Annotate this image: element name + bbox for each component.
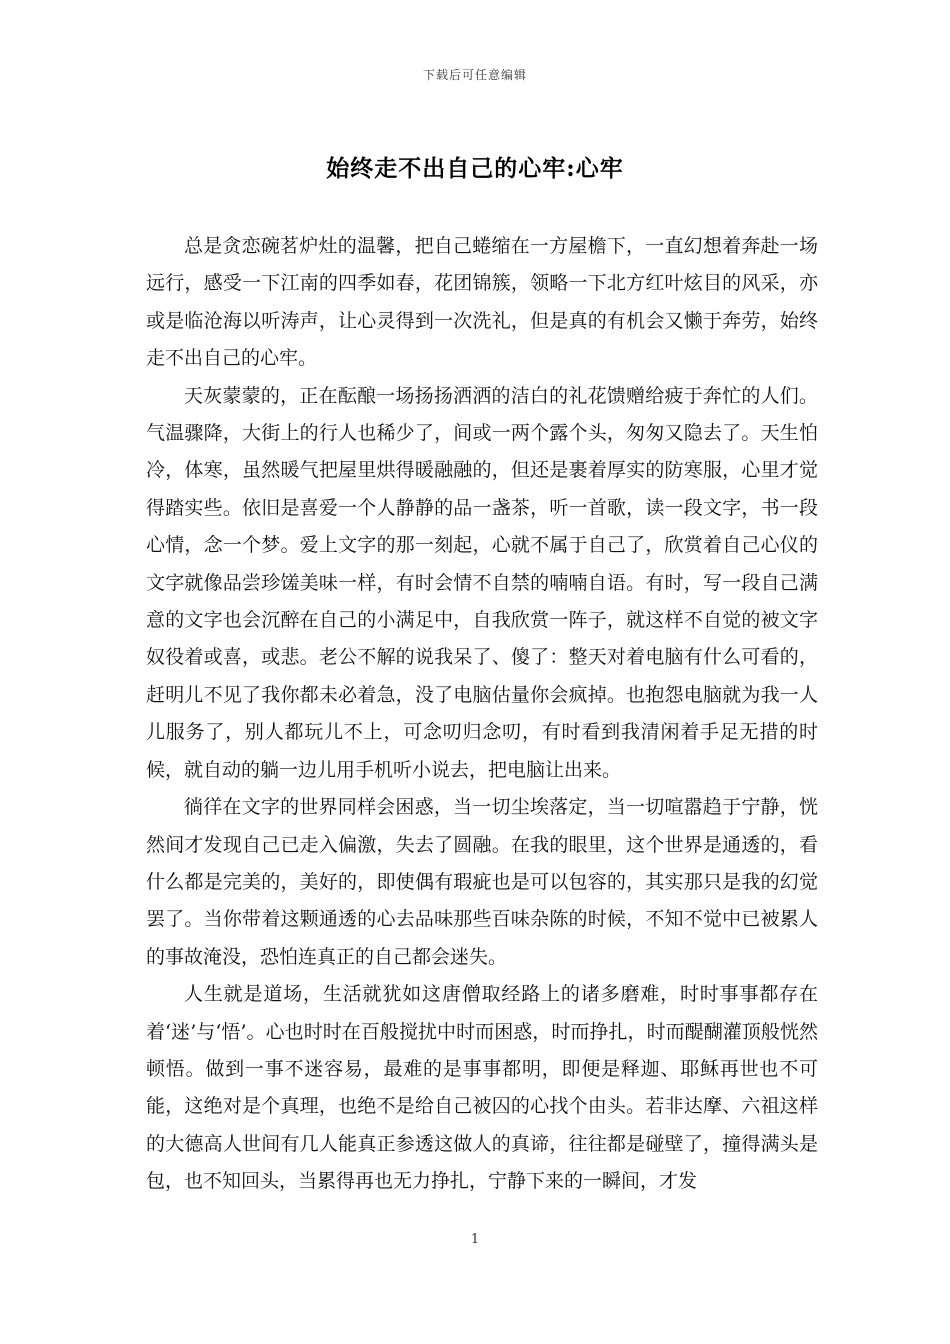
page-number: 1 xyxy=(470,1232,480,1247)
paragraph: 人生就是道场，生活就犹如这唐僧取经路上的诸多磨难，时时事事都存在着‘迷’与‘悟’。心也时时在百般搅扰中时而困惑，时而挣扎，时而醍醐灌顶般恍然顿悟。做到一事不迷容易，最难的是事事都明，即便是释迦、耶稣再世也不可能，这绝对是个真理，也绝不是给自己被囚的心找个由头。若非达摩、六祖这样的大德高人世间有几人能真正参透这做人的真谛，往往都是碰壁了，撞得满头是包，也不知回头，当累得再也无力挣扎，宁静下来的一瞬间，才发 xyxy=(146,983,818,1193)
document-body xyxy=(146,228,818,1201)
paragraph: 总是贪恋碗茗炉灶的温馨，把自己蜷缩在一方屋檐下，一直幻想着奔赴一场远行，感受一下江南的四季如春，花团锦簇，领略一下北方红叶炫目的风采，亦或是临沧海以听涛声，让心灵得到一次洗礼，但是真的有机会又懒于奔劳，始终走不出自己的心牢。 xyxy=(146,235,818,370)
page-header-note: 下载后可任意编辑 xyxy=(422,68,527,82)
paragraph: 天灰蒙蒙的，正在酝酿一场扬扬洒洒的洁白的礼花馈赠给疲于奔忙的人们。气温骤降，大街上的行人也稀少了，间或一两个露个头，匆匆又隐去了。天生怕冷，体寒，虽然暖气把屋里烘得暖融融的，但还是裹着厚实的防寒服，心里才觉得踏实些。依旧是喜爱一个人静静的品一盏茶，听一首歌，读一段文字，书一段心情，念一个梦。爱上文字的那一刻起，心就不属于自己了，欣赏着自己心仪的文字就像品尝珍馐美味一样，有时会情不自禁的喃喃自语。有时，写一段自己满意的文字也会沉醉在自己的小满足中，自我欣赏一阵子，就这样不自觉的被文字奴役着或喜，或悲。老公不解的说我呆了、傻了：整天对着电脑有什么可看的，赶明儿不见了我你都未必着急，没了电脑估量你会疯掉。也抱怨电脑就为我一人儿服务了，别人都玩儿不上，可念叨归念叨，有时看到我清闲着手足无措的时候，就自动的躺一边儿用手机听小说去，把电脑让出来。 xyxy=(146,384,818,781)
document-title: 始终走不出自己的心牢:心牢 xyxy=(326,155,624,182)
paragraph: 徜徉在文字的世界同样会困惑，当一切尘埃落定，当一切喧嚣趋于宁静，恍然间才发现自己已走入偏激，失去了圆融。在我的眼里，这个世界是通透的，看什么都是完美的，美好的，即使偶有瑕疵也是可以包容的，其实那只是我的幻觉罢了。当你带着这颗通透的心去品味那些百味杂陈的时候，不知不觉中已被累人的事故淹没，恐怕连真正的自己都会迷失。 xyxy=(146,796,818,968)
